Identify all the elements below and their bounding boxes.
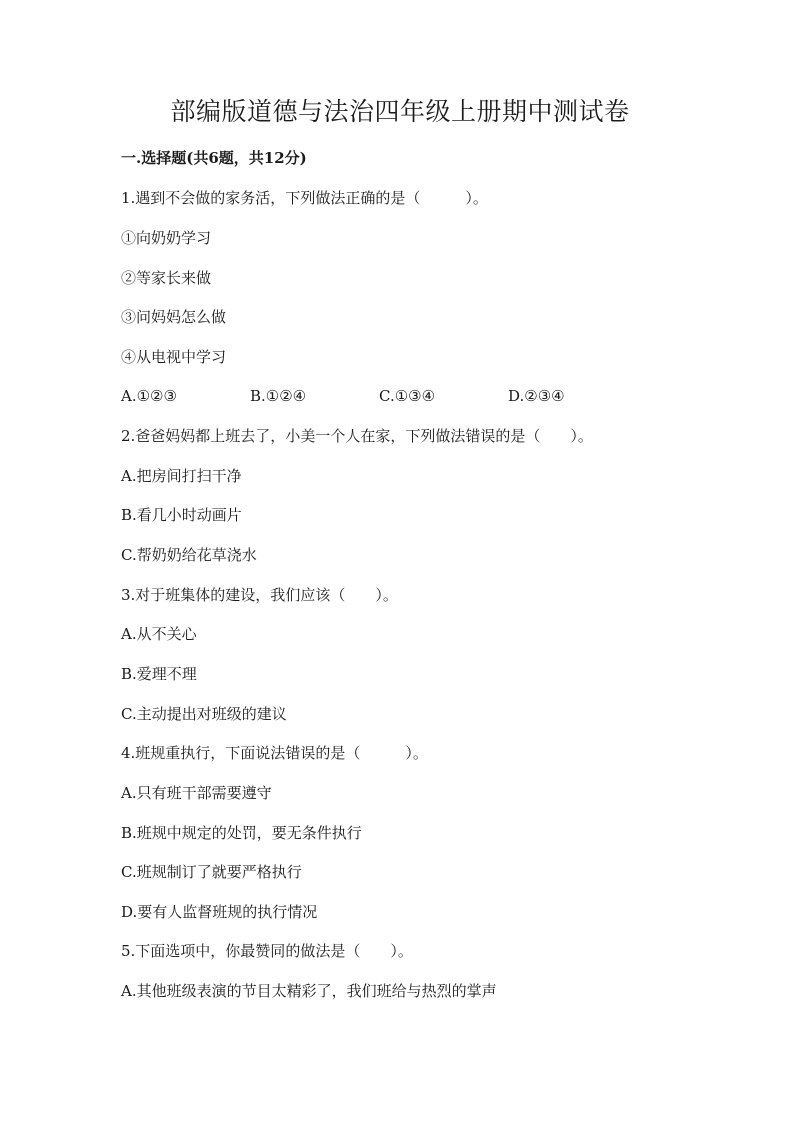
question-5-stem: 5.下面选项中，你最赞同的做法是（ ）。 [121,942,413,960]
question-2-option-b: B.看几小时动画片 [121,506,242,524]
question-4-option-d: D.要有人监督班规的执行情况 [121,903,318,921]
question-5-option-a: A.其他班级表演的节目太精彩了，我们班给与热烈的掌声 [121,982,497,1000]
question-4-option-c: C.班规制订了就要严格执行 [121,863,302,881]
question-1-option-a: A.①②③ [121,387,177,405]
question-1-item-3: ③问妈妈怎么做 [121,308,227,326]
question-2-option-c: C.帮奶奶给花草浇水 [121,546,257,564]
question-3-stem: 3.对于班集体的建设，我们应该（ ）。 [121,586,398,604]
question-4-option-b: B.班规中规定的处罚，要无条件执行 [121,824,362,842]
question-1-options [121,384,681,408]
question-3-option-b: B.爱理不理 [121,665,197,683]
question-1-item-1: ①向奶奶学习 [121,229,212,247]
question-1-item-2: ②等家长来做 [121,269,212,287]
question-2-stem: 2.爸爸妈妈都上班去了，小美一个人在家，下列做法错误的是（ ）。 [121,427,593,445]
question-1-option-b: B.①②④ [250,387,307,405]
question-1-item-4: ④从电视中学习 [121,348,227,366]
question-2-option-a: A.把房间打扫干净 [121,467,242,485]
question-1-stem: 1.遇到不会做的家务活，下列做法正确的是（ ）。 [121,189,488,207]
question-4-option-a: A.只有班干部需要遵守 [121,784,272,802]
question-3-option-a: A.从不关心 [121,625,197,643]
question-1-option-d: D.②③④ [508,387,565,405]
question-1-option-c: C.①③④ [379,387,436,405]
question-3-option-c: C.主动提出对班级的建议 [121,705,287,723]
question-4-stem: 4.班规重执行，下面说法错误的是（ ）。 [121,744,428,762]
page-title: 部编版道德与法治四年级上册期中测试卷 [170,97,630,126]
section-heading: 一.选择题(共6题，共12分) [121,149,307,167]
